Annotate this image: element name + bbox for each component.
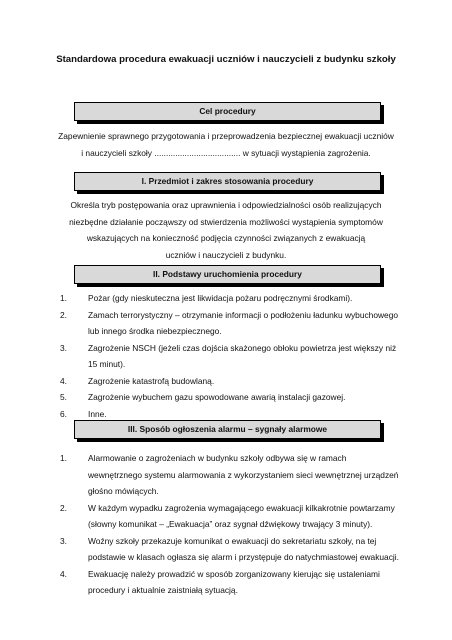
list-item-text: Alarmowanie o zagrożeniach w budynku szkoły odbywa się w ramach: [88, 453, 347, 463]
list-item-text: Zamach terrorystyczny – otrzymanie informacji o podłożeniu ładunku wybuchowego: [88, 309, 399, 320]
list-item-text: Inne.: [88, 408, 107, 419]
list-item-text: Zagrożenie wybuchem gazu spowodowane awarią instalacji gazowej.: [88, 392, 346, 402]
list-item-number: 4.: [60, 375, 67, 386]
list-item-text: podstawie w klasach ogłasza się alarm i przystępuje do natychmiastowej ewakuacji.: [88, 552, 399, 562]
cel-paragraph: [50, 128, 402, 161]
section-1-line: niezbędne działanie począwszy od stwierdzenia możliwości wystąpienia symptomów: [69, 216, 383, 227]
section-1-line: Określa tryb postępowania oraz uprawnienia i odpowiedzialności osób realizujących: [70, 200, 382, 210]
list-item-number: 3.: [60, 342, 67, 353]
list-item: [60, 340, 400, 373]
list-item: [60, 450, 400, 500]
heading-section-3: III. Sposób ogłoszenia alarmu – sygnały alarmowe: [74, 420, 381, 439]
list-item-text: (słowny komunikat – „Ewakuacja” oraz sygnał dźwiękowy trwający 3 minuty).: [88, 519, 373, 529]
list-item-number: 2.: [60, 309, 67, 320]
list-item-number: 6.: [60, 408, 67, 419]
list-item: [60, 500, 400, 533]
list-item-number: 1.: [60, 293, 67, 303]
list-item-text: 15 minut).: [88, 359, 126, 369]
list-item-number: 4.: [60, 568, 67, 579]
heading-cel-procedury: Cel procedury: [74, 102, 381, 121]
list-item: [60, 307, 400, 340]
list-item-number: 5.: [60, 392, 67, 402]
list-item-text: Woźny szkoły przekazuje komunikat o ewakuacji do sekretariatu szkoły, na tej: [88, 535, 377, 546]
list-item-text: wewnętrznego systemu alarmowania z wykorzystaniem sieci wewnętrznej urządzeń: [88, 469, 399, 480]
section-2-list: [60, 290, 400, 422]
list-item-text: W każdym wypadku zagrożenia wymagającego ewakuacji kilkakrotnie powtarzamy: [88, 502, 395, 513]
list-item-text: głośno mówiących.: [88, 486, 159, 496]
list-item-text: lub innego środka niebezpiecznego.: [88, 326, 222, 336]
list-item-number: 2.: [60, 502, 67, 513]
list-item-text: Ewakuację należy prowadzić w sposób zorganizowany kierując się ustaleniami: [88, 568, 380, 579]
list-item: [60, 290, 400, 307]
heading-section-1: I. Przedmiot i zakres stosowania procedury: [74, 172, 381, 191]
list-item: [60, 373, 400, 390]
list-item-text: Zagrożenie NSCH (jeżeli czas dojścia skażonego obłoku powietrza jest większy niż: [88, 342, 397, 353]
list-item-text: Zagrożenie katastrofą budowlaną.: [88, 375, 215, 386]
cel-line: i nauczycieli szkoły ..................................... w sytuacji wystąpienia zagrożenia.: [81, 147, 371, 158]
list-item-text: Pożar (gdy nieskuteczna jest likwidacja pożaru podręcznymi środkami).: [88, 293, 353, 303]
list-item: [60, 389, 400, 406]
section-1-paragraph: [50, 197, 402, 263]
list-item: [60, 533, 400, 566]
section-1-line: wskazujących na konieczność podjęcia czynności związanych z ewakuacją: [86, 233, 366, 243]
section-3-list: [60, 450, 400, 599]
list-item-number: 1.: [60, 453, 67, 463]
cel-line: Zapewnienie sprawnego przygotowania i przeprowadzenia bezpiecznej ewakuacji uczniów: [58, 131, 394, 141]
heading-section-2: II. Podstawy uruchomienia procedury: [74, 265, 381, 284]
section-1-line: uczniów i nauczycieli z budynku.: [165, 249, 287, 260]
list-item-number: 3.: [60, 535, 67, 546]
list-item: [60, 566, 400, 599]
list-item-text: procedury i aktualnie zaistniałą sytuacją.: [88, 585, 238, 595]
document-title: Standardowa procedura ewakuacji uczniów i nauczycieli z budynku szkoły: [56, 54, 396, 65]
